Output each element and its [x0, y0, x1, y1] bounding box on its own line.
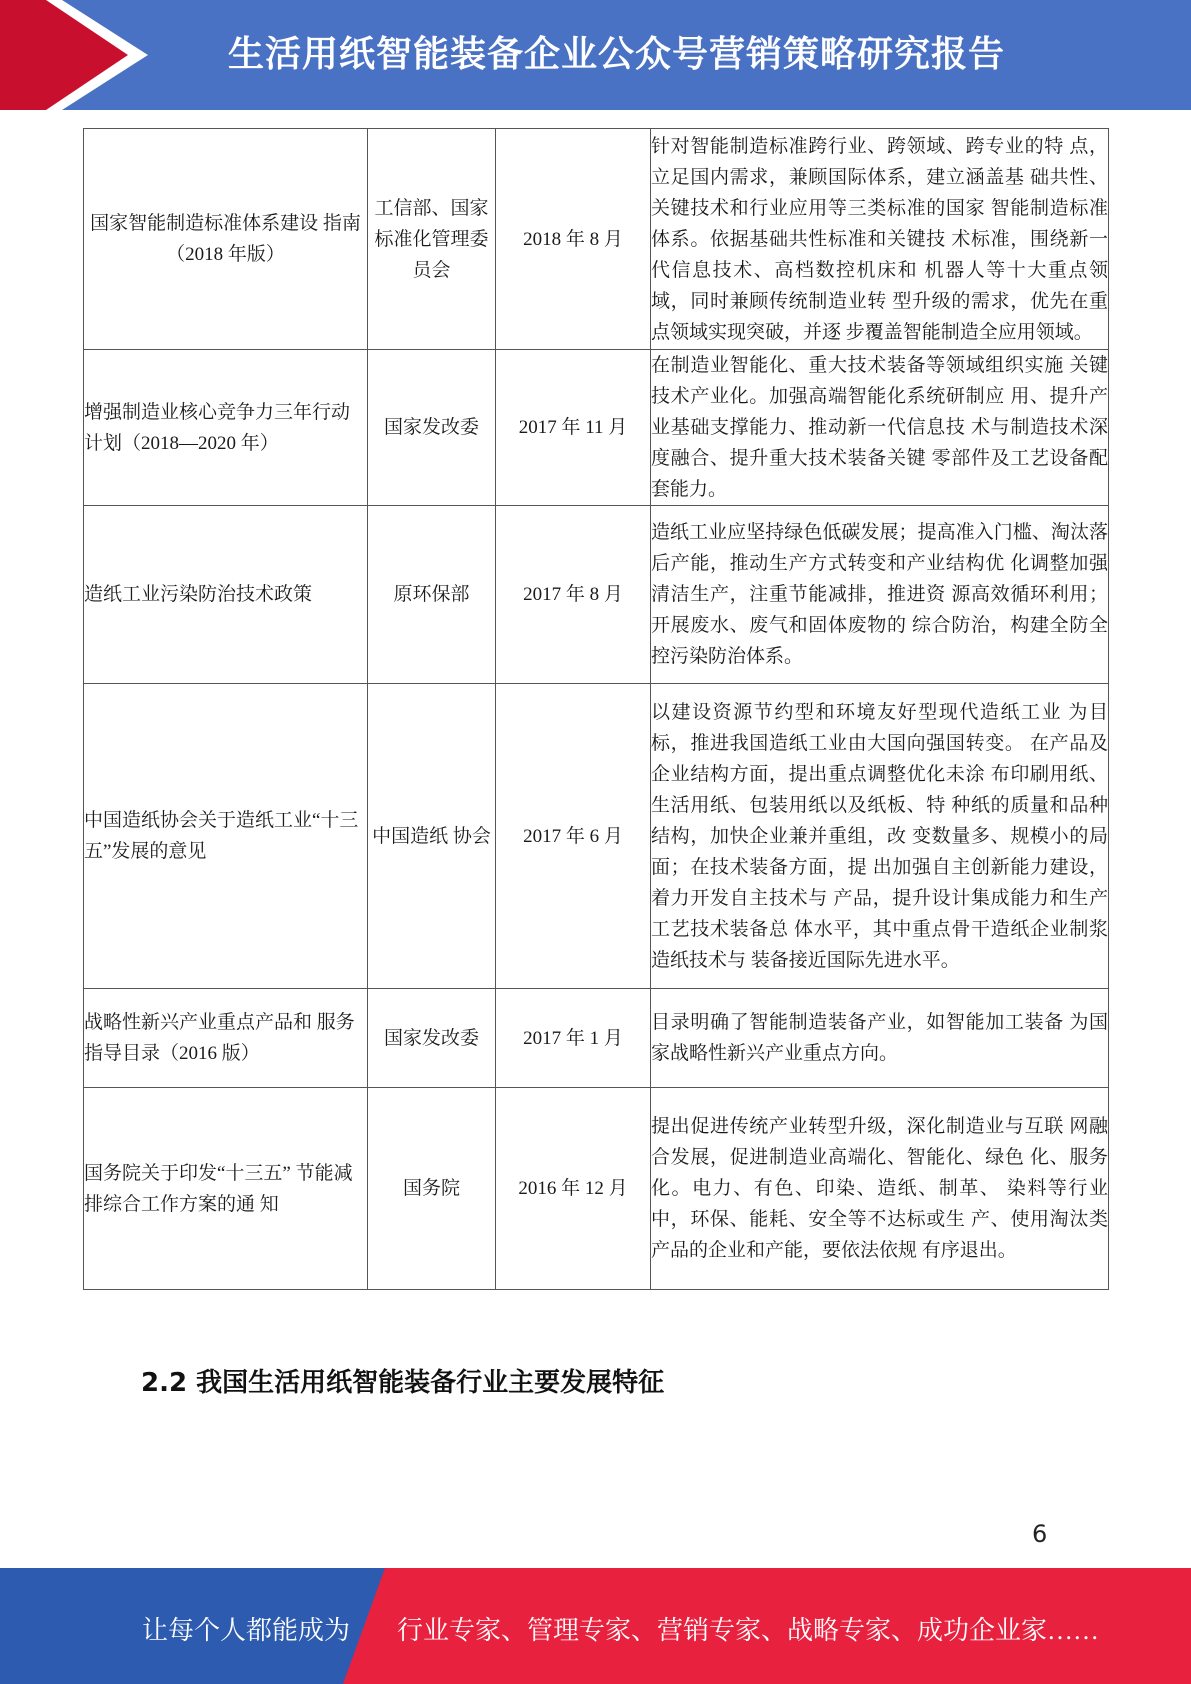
- description-cell: 目录明确了智能制造装备产业，如智能加工装备 为国家战略性新兴产业重点方向。: [651, 989, 1109, 1088]
- issuer-cell: 国务院: [368, 1088, 496, 1290]
- issuer-cell: 国家发改委: [368, 989, 496, 1088]
- policy-title-cell: [84, 506, 368, 684]
- page-header: [0, 0, 1191, 110]
- date-cell: 2018 年 8 月: [496, 129, 651, 350]
- date-cell: 2017 年 1 月: [496, 989, 651, 1088]
- description-cell: 造纸工业应坚持绿色低碳发展；提高准入门槛、淘汰落后产能，推动生产方式转变和产业结构优 化调整加强清洁生产，注重节能减排，推进资 源高效循环利用；开展废水、废气和固体废物的 综合防治，构建全防全控污染防治体系。: [651, 506, 1109, 684]
- issuer-cell: 原环保部: [368, 506, 496, 684]
- page-number: 6: [1032, 1520, 1048, 1548]
- policy-title: 增强制造业核心竞争力三年行动计划（2018—2020 年）: [84, 401, 351, 454]
- policy-title: 造纸工业污染防治技术政策: [84, 584, 313, 605]
- date-cell: 2017 年 6 月: [496, 684, 651, 989]
- issuer-cell: 国家发改委: [368, 350, 496, 506]
- policy-title-cell: [84, 129, 368, 350]
- issuer-cell: 工信部、国家标准化管理委员会: [368, 129, 496, 350]
- policy-title: 中国造纸协会关于造纸工业“十三五”发展的意见: [84, 810, 359, 862]
- date-cell: 2017 年 11 月: [496, 350, 651, 506]
- description-cell: 针对智能制造标准跨行业、跨领域、跨专业的特 点，立足国内需求，兼顾国际体系，建立涵盖基 础共性、关键技术和行业应用等三类标准的国家 智能制造标准体系。依据基础共性标准和关键技 术标准，围绕新一代信息技术、高档数控机床和 机器人等十大重点领域，同时兼顾传统制造业转 型升级的需求，优先在重点领域实现突破，并逐 步覆盖智能制造全应用领域。: [651, 129, 1109, 350]
- policy-title: 国家智能制造标准体系建设 指南（2018 年版）: [90, 213, 361, 265]
- page-footer: [0, 1568, 1191, 1684]
- date-cell: 2016 年 12 月: [496, 1088, 651, 1290]
- description-cell: 以建设资源节约型和环境友好型现代造纸工业 为目标，推进我国造纸工业由大国向强国转变。 在产品及企业结构方面，提出重点调整优化未涂 布印刷用纸、生活用纸、包装用纸以及纸板、特 种纸的质量和品种结构，加快企业兼并重组，改 变数量多、规模小的局面；在技术装备方面，提 出加强自主创新能力建设，着力开发自主技术与 产品，提升设计集成能力和生产工艺技术装备总 体水平，其中重点骨干造纸企业制浆造纸技术与 装备接近国际先进水平。: [651, 684, 1109, 989]
- policy-title-cell: [84, 989, 368, 1088]
- description-cell: 提出促进传统产业转型升级，深化制造业与互联 网融合发展，促进制造业高端化、智能化、绿色 化、服务化。电力、有色、印染、造纸、制革、 染料等行业中，环保、能耗、安全等不达标或生 产、使用淘汰类产品的企业和产能，要依法依规 有序退出。: [651, 1088, 1109, 1290]
- table-row: [84, 1088, 1109, 1290]
- footer-slogan-right: 行业专家、管理专家、营销专家、战略专家、成功企业家……: [397, 1616, 1100, 1645]
- table-row: [84, 684, 1109, 989]
- issuer-cell: 中国造纸 协会: [368, 684, 496, 989]
- table-row: [84, 989, 1109, 1088]
- policy-title: 战略性新兴产业重点产品和 服务指导目录（2016 版）: [84, 1012, 355, 1064]
- date-cell: 2017 年 8 月: [496, 506, 651, 684]
- table-row: [84, 506, 1109, 684]
- policy-title-cell: [84, 1088, 368, 1290]
- policy-table: [83, 128, 1109, 1290]
- report-title: 生活用纸智能装备企业公众号营销策略研究报告: [228, 34, 1006, 75]
- section-heading: 2.2 我国生活用纸智能装备行业主要发展特征: [141, 1368, 665, 1398]
- policy-title: 国务院关于印发“十三五” 节能减排综合工作方案的通 知: [84, 1162, 353, 1215]
- description-cell: 在制造业智能化、重大技术装备等领域组织实施 关键技术产业化。加强高端智能化系统研制应 用、提升产业基础支撑能力、推动新一代信息技 术与制造技术深度融合、提升重大技术装备关键 零部件及工艺设备配套能力。: [651, 350, 1109, 506]
- red-chevron-icon: [0, 0, 160, 110]
- footer-slogan-left: 让每个人都能成为: [142, 1616, 351, 1645]
- policy-title-cell: [84, 684, 368, 989]
- policy-title-cell: [84, 350, 368, 506]
- table-row: [84, 129, 1109, 350]
- table-row: [84, 350, 1109, 506]
